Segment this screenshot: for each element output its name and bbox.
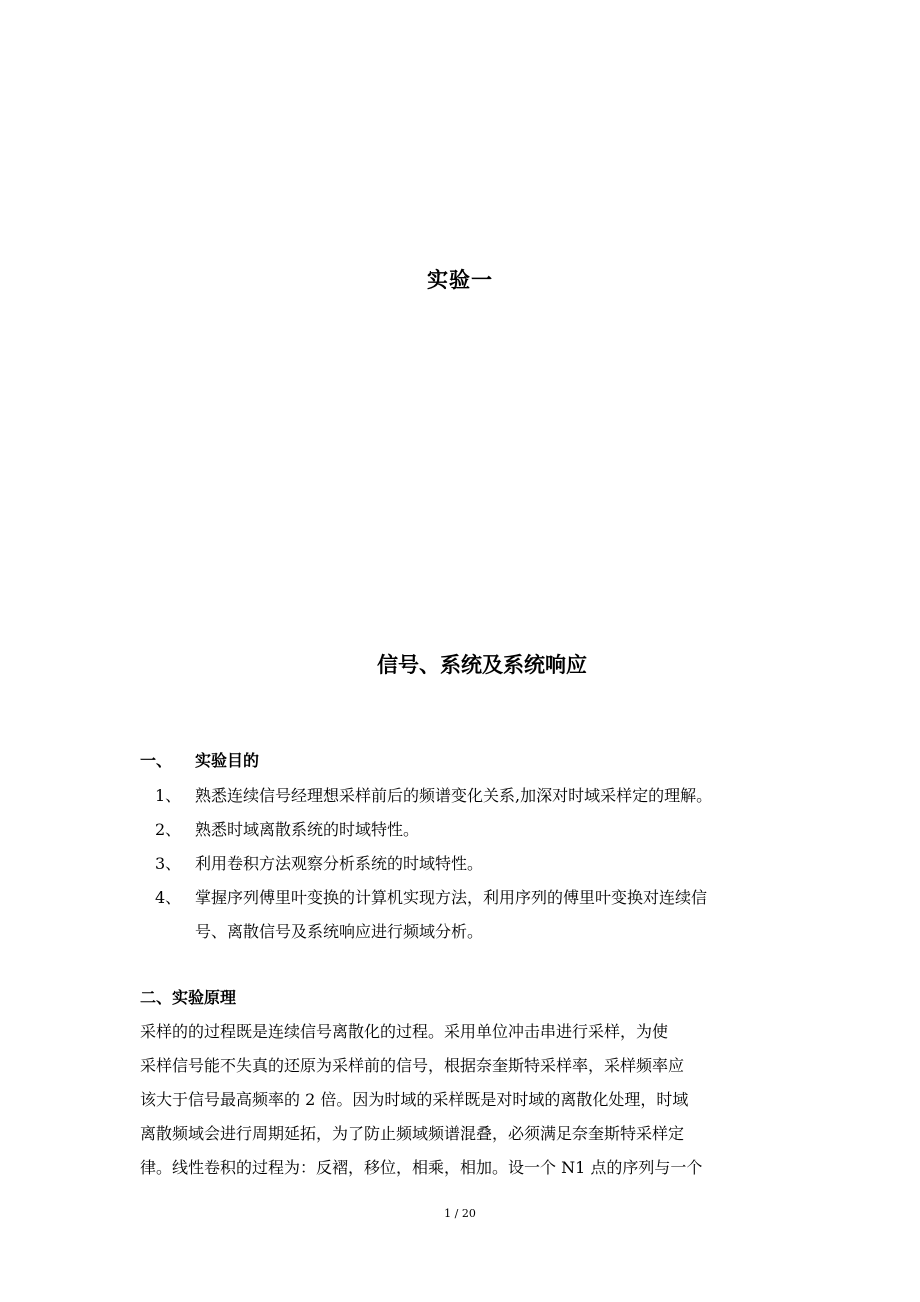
section-2-title: 二、实验原理 [140, 988, 237, 1007]
section-1-title: 实验目的 [195, 751, 260, 770]
paragraph-line: 采样信号能不失真的还原为采样前的信号，根据奈奎斯特采样率，采样频率应 [140, 1056, 685, 1075]
list-item-text: 利用卷积方法观察分析系统的时域特性。 [195, 854, 484, 873]
paragraph-line: 律。线性卷积的过程为：反褶，移位，相乘，相加。设一个 N1 点的序列与一个 [140, 1158, 703, 1177]
list-item-text: 掌握序列傅里叶变换的计算机实现方法，利用序列的傅里叶变换对连续信 [195, 888, 708, 907]
list-item-number: 2、 [155, 820, 182, 839]
paragraph-line: 离散频域会进行周期延拓，为了防止频域频谱混叠，必须满足奈奎斯特采样定 [140, 1124, 685, 1143]
list-item-number: 1、 [155, 786, 182, 805]
list-item-number: 4、 [155, 888, 182, 907]
list-item-text: 熟悉时域离散系统的时域特性。 [195, 820, 420, 839]
paragraph-line: 采样的的过程既是连续信号离散化的过程。采用单位冲击串进行采样，为使 [140, 1022, 669, 1041]
document-title: 实验一 [427, 268, 493, 292]
page-number: 1 / 20 [444, 1207, 476, 1220]
list-item-text: 熟悉连续信号经理想采样前后的频谱变化关系,加深对时域采样定的理解。 [195, 786, 713, 805]
paragraph-line: 该大于信号最高频率的 2 倍。因为时域的采样既是对时域的离散化处理，时域 [140, 1090, 689, 1109]
document-subtitle: 信号、系统及系统响应 [377, 653, 587, 677]
list-item-number: 3、 [155, 854, 182, 873]
section-1-number: 一、 [140, 751, 173, 770]
list-item-text-continuation: 号、离散信号及系统响应进行频域分析。 [195, 922, 484, 941]
